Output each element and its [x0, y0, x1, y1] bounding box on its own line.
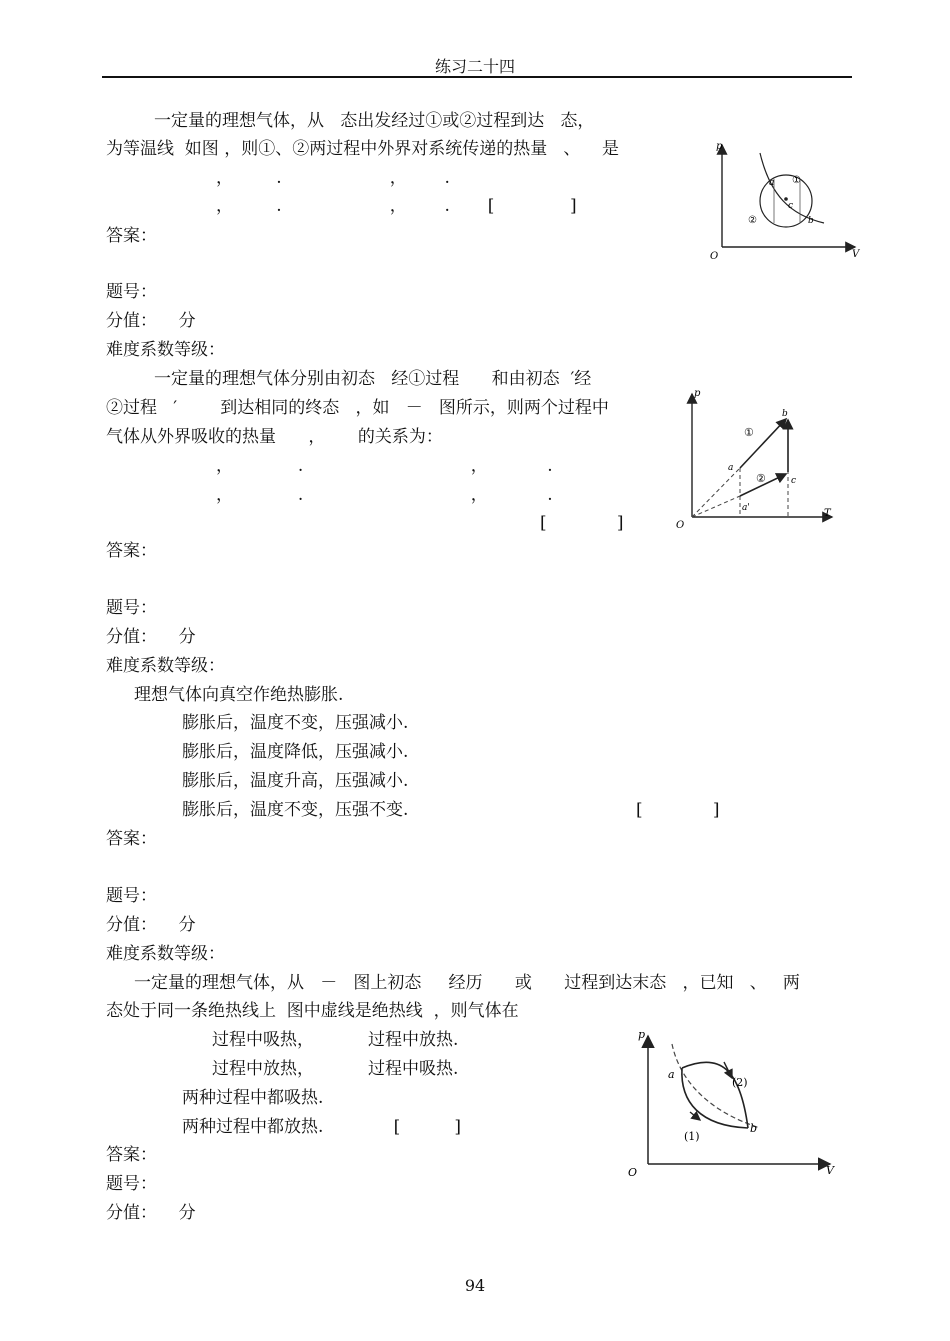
q3-bracket: [ ] [636, 800, 720, 820]
q4-line-1: 一定量的理想气体，从 － 图上初态 经历 或 过程到达末态 ，已知 、 两 [134, 973, 800, 993]
q3-stem: 理想气体向真空作绝热膨胀. [134, 685, 344, 705]
q2-line-4: ， . ， . [216, 456, 553, 476]
q4-origin-label: O [628, 1166, 638, 1179]
meta1-tihao: 题号： [106, 282, 157, 302]
q2-c-label: c [791, 476, 797, 486]
q4-v-label: V [826, 1164, 834, 1177]
meta1-fenzhi: 分值： 分 [106, 311, 196, 331]
q1-p-label: p [716, 141, 723, 152]
q4-option-b: 过程中放热， 过程中吸热. [212, 1059, 459, 1079]
q1-path1-label: ① [792, 175, 801, 186]
q2-path1-label: ① [744, 426, 754, 439]
q4-option-a: 过程中吸热， 过程中放热. [212, 1030, 459, 1050]
q2-dashed-line-oa-prime [692, 496, 740, 517]
q4-p-label: p [638, 1028, 646, 1041]
q2-bracket: [ ] [540, 513, 624, 533]
q1-v-label: V [852, 249, 860, 260]
q2-origin-label: O [676, 520, 685, 531]
q1-a-label: a [769, 178, 775, 188]
q4-path2-arrow [724, 1062, 732, 1078]
q1-line-4: ， . ， . [ ] [216, 196, 577, 216]
q2-p-label: p [694, 388, 701, 399]
q3-option-d: 膨胀后，温度不变，压强不变. [182, 800, 409, 820]
q4-path1-arrow [690, 1112, 700, 1120]
q2-answer-label: 答案： [106, 541, 157, 561]
q2-t-label: T [824, 508, 831, 519]
q2-a-prime-label: a' [742, 503, 750, 513]
meta2-tihao: 题号： [106, 598, 157, 618]
q1-line-2: 为等温线 如图 ，则①、②两过程中外界对系统传递的热量 、 是 [106, 139, 620, 159]
q1-pv-diagram [700, 135, 870, 265]
q2-a-label: a [728, 463, 734, 473]
q2-line-5: ， . ， . [216, 485, 553, 505]
q4-a-label: a [668, 1068, 675, 1081]
q2-line-1: 一定量的理想气体分别由初态 经①过程 和由初态 ′经 [154, 369, 592, 389]
q1-path2-label: ② [748, 215, 757, 226]
q4-option-d: 两种过程中都放热. [ ] [182, 1117, 461, 1137]
q1-isotherm-curve [760, 153, 824, 223]
q1-c-label: c [788, 201, 794, 211]
q4-fenzhi: 分值： 分 [106, 1203, 196, 1223]
q1-b-label: b [808, 216, 814, 226]
page-number: 94 [464, 1276, 486, 1295]
meta1-nandu: 难度系数等级： [106, 340, 225, 360]
q4-answer-label: 答案： [106, 1145, 157, 1165]
q4-tihao: 题号： [106, 1174, 157, 1194]
q2-dashed-line-oa [692, 468, 740, 517]
meta2-nandu: 难度系数等级： [106, 656, 225, 676]
meta3-nandu: 难度系数等级： [106, 944, 225, 964]
q1-answer-label: 答案： [106, 226, 157, 246]
q3-option-b: 膨胀后，温度降低，压强减小. [182, 742, 409, 762]
q2-pt-diagram [672, 382, 842, 532]
q2-path2-label: ② [756, 472, 766, 485]
q4-b-label: b [750, 1122, 758, 1135]
meta3-tihao: 题号： [106, 886, 157, 906]
q4-pv-diagram [620, 1022, 840, 1182]
q1-line-1: 一定量的理想气体，从 态出发经过①或②过程到达 态， [154, 111, 595, 131]
q4-option-c: 两种过程中都吸热. [182, 1088, 324, 1108]
meta2-fenzhi: 分值： 分 [106, 627, 196, 647]
header-rule [102, 76, 852, 78]
q3-option-a: 膨胀后，温度不变，压强减小. [182, 713, 409, 733]
q4-path2-curve [682, 1062, 748, 1128]
q4-path1-label: (1) [684, 1130, 700, 1143]
q4-path2-label: (2) [732, 1076, 748, 1089]
page-header-title: 练习二十四 [434, 57, 515, 76]
q2-line-2: ②过程 ′ 到达相同的终态 ，如 － 图所示，则两个过程中 [106, 398, 609, 418]
q3-answer-label: 答案： [106, 829, 157, 849]
q2-b-label: b [782, 409, 788, 419]
q1-cycle-circle [760, 175, 812, 227]
meta3-fenzhi: 分值： 分 [106, 915, 196, 935]
q3-option-c: 膨胀后，温度升高，压强减小. [182, 771, 409, 791]
q1-origin-label: O [710, 251, 719, 262]
q1-line-3: ， . ， . [216, 168, 450, 188]
q2-line-3: 气体从外界吸收的热量 ， 的关系为： [106, 427, 443, 447]
q4-line-2: 态处于同一条绝热线上 图中虚线是绝热线 ，则气体在 [106, 1001, 519, 1021]
